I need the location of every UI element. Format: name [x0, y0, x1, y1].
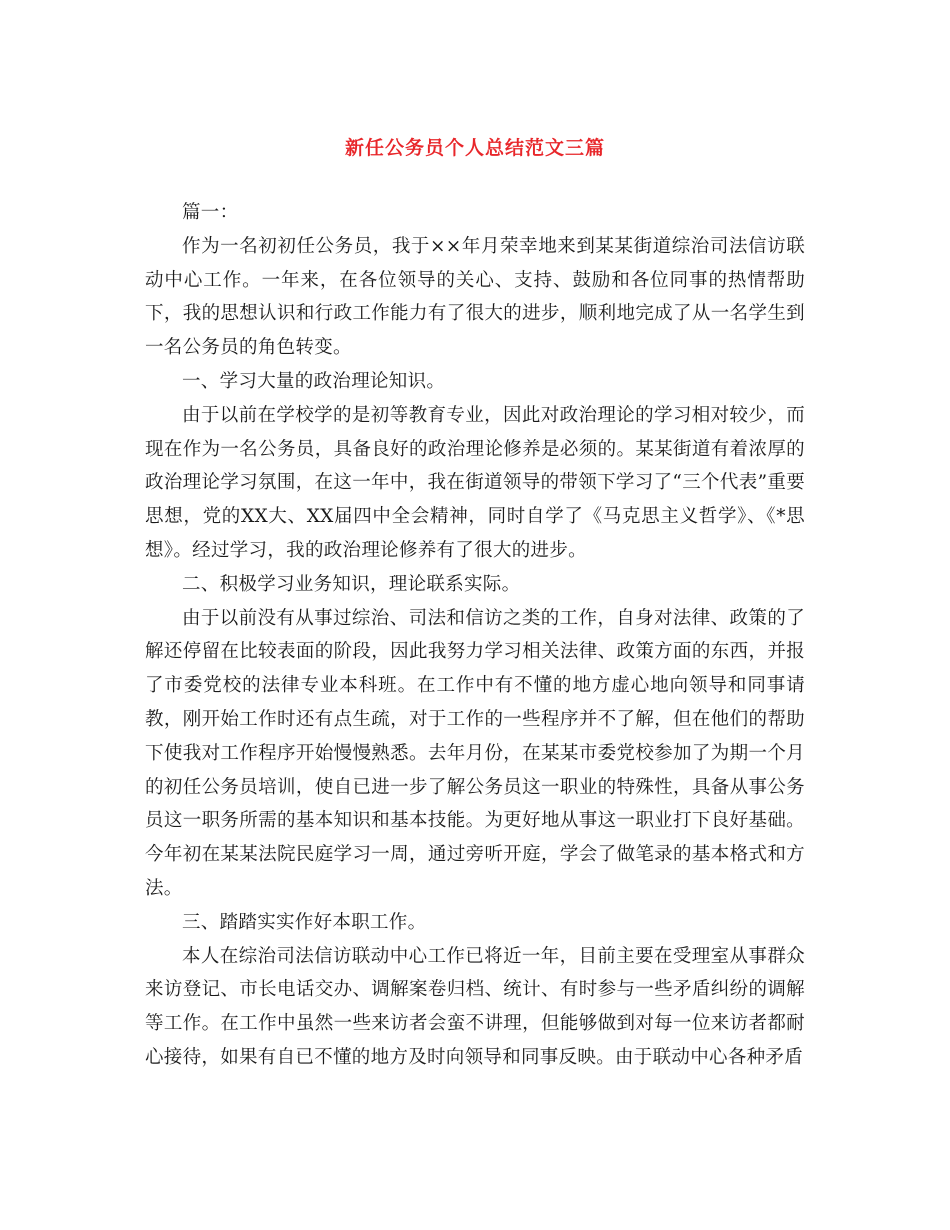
- paragraph-duty-work: 本人在综治司法信访联动中心工作已将近一年，目前主要在受理室从事群众来访登记、市长电话交办、调解案卷归档、统计、有时参与一些矛盾纠纷的调解等工作。在工作中虽然一些来访者会蛮不讲理，但能够做到对每一位来访者都耐心接待，如果有自已不懂的地方及时向领导和同事反映。由于联动中心各种矛盾: [145, 945, 805, 1068]
- paragraph-political-study: 由于以前在学校学的是初等教育专业，因此对政治理论的学习相对较少，而现在作为一名公务员，具备良好的政治理论修养是必须的。某某街道有着浓厚的政治理论学习氛围，在这一年中，我在街道领导的带领下学习了“三个代表”重要思想，党的XX大、XX届四中全会精神，同时自学了《马克思主义哲学》、《*思想》。经过学习，我的政治理论修养有了很大的进步。: [145, 404, 805, 561]
- document-body: [145, 196, 805, 1075]
- paragraph-heading-1: 一、学习大量的政治理论知识。: [182, 370, 446, 392]
- paragraph-intro: 作为一名初初任公务员，我于××年月荣幸地来到某某街道综治司法信访联动中心工作。一年来，在各位领导的关心、支持、鼓励和各位同事的热情帮助下，我的思想认识和行政工作能力有了很大的进步，顺利地完成了从一名学生到一名公务员的角色转变。: [145, 235, 805, 359]
- paragraph-heading-3: 三、踏踏实实作好本职工作。: [182, 911, 427, 933]
- paragraph-heading-2: 二、积极学习业务知识，理论联系实际。: [182, 573, 521, 595]
- paragraph-section-one-heading: 篇一：: [182, 202, 239, 223]
- paragraph-business-study: 由于以前没有从事过综治、司法和信访之类的工作，自身对法律、政策的了解还停留在比较表面的阶段，因此我努力学习相关法律、政策方面的东西，并报了市委党校的法律专业本科班。在工作中有不懂的地方虚心地向领导和同事请教，刚开始工作时还有点生疏，对于工作的一些程序并不了解，但在他们的帮助下使我对工作程序开始慢慢熟悉。去年月份，在某某市委党校参加了为期一个月的初任公务员培训，使自已进一步了解公务员这一职业的特殊性，具备从事公务员这一职务所需的基本知识和基本技能。为更好地从事这一职业打下良好基础。今年初在某某法院民庭学习一周，通过旁听开庭，学会了做笔录的基本格式和方法。: [145, 607, 805, 899]
- document-title: 新任公务员个人总结范文三篇: [344, 137, 605, 159]
